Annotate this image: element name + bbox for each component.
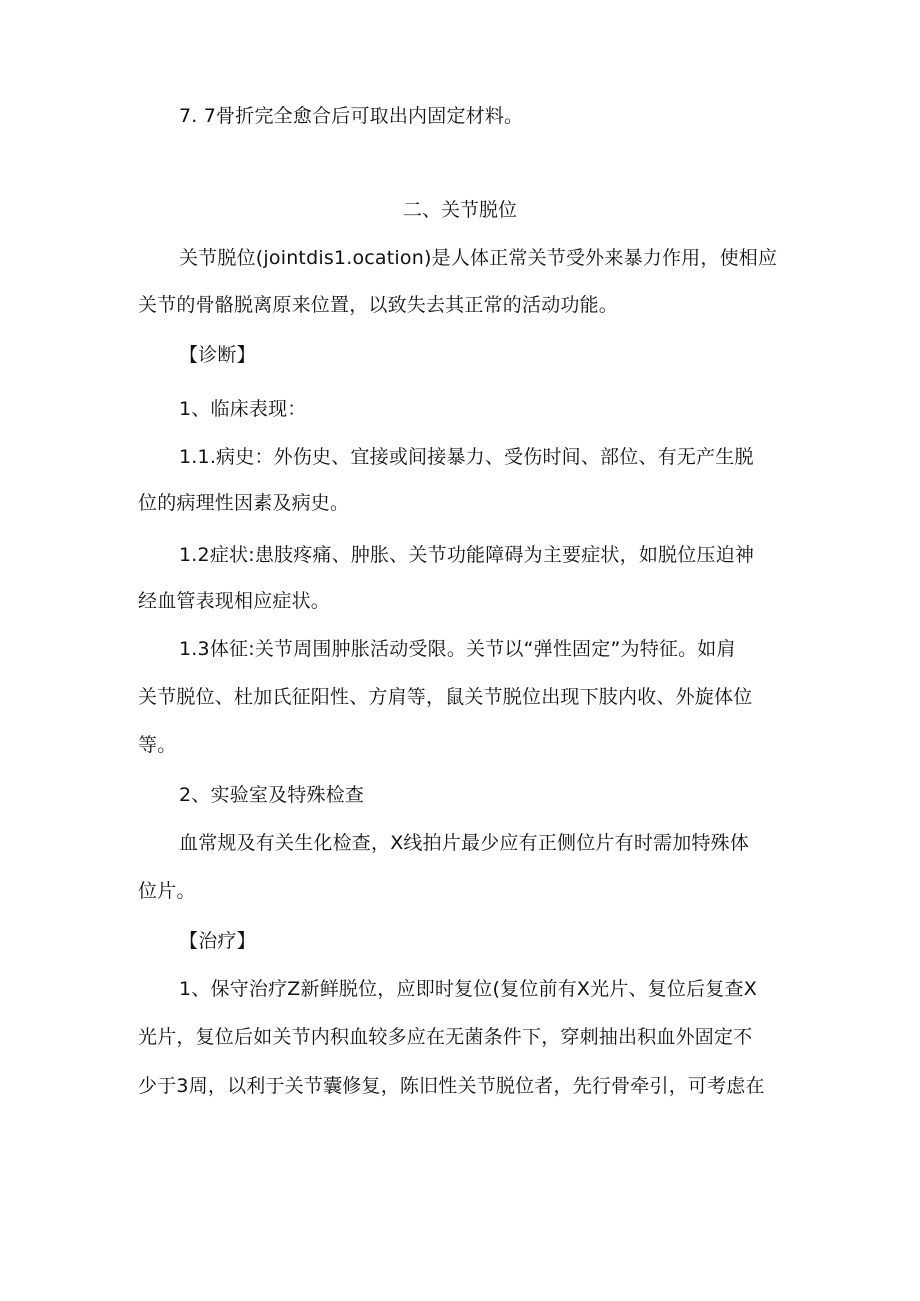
- signs-line-1: 1.3体征:关节周围肿胀活动受限。关节以“弹性固定”为特征。如肩: [179, 638, 736, 660]
- history-line-1: 1.1.病史：外伤史、宜接或间接暴力、受伤时间、部位、有无产生脱: [179, 446, 754, 468]
- clinical-heading: 1、临床表现：: [179, 398, 307, 420]
- lab-heading: 2、实验室及特殊检查: [179, 784, 365, 806]
- history-line-2: 位的病理性因素及病史。: [138, 492, 350, 514]
- lab-line-2: 位片。: [138, 880, 196, 902]
- treatment-line-1: 1、保守治疗Z新鲜脱位，应即时复位(复位前有X光片、复位后复查X: [179, 978, 757, 1000]
- symptoms-line-2: 经血管表现相应症状。: [138, 590, 331, 612]
- treatment-heading: 【治疗】: [179, 930, 256, 952]
- signs-line-2: 关节脱位、杜加氏征阳性、方肩等，鼠关节脱位出现下肢内收、外旋体位: [138, 686, 753, 708]
- definition-line-1: 关节脱位(jointdis1.ocation)是人体正常关节受外来暴力作用，使相应: [179, 247, 778, 269]
- lab-line-1: 血常规及有关生化检查，X线拍片最少应有正侧位片有时需加特殊体: [179, 832, 750, 854]
- treatment-line-3: 少于3周，以利于关节囊修复，陈旧性关节脱位者，先行骨牵引，可考虑在: [138, 1075, 765, 1097]
- diagnosis-heading: 【诊断】: [179, 344, 256, 366]
- treatment-line-2: 光片，复位后如关节内积血较多应在无菌条件下，穿刺抽出积血外固定不: [138, 1026, 753, 1048]
- section-title: 二、关节脱位: [402, 199, 517, 221]
- symptoms-line-1: 1.2症状:患肢疼痛、肿胀、关节功能障碍为主要症状，如脱位压迫神: [179, 544, 755, 566]
- item-7-text: 7. 7骨折完全愈合后可取出内固定材料。: [179, 105, 524, 127]
- definition-line-2: 关节的骨骼脱离原来位置，以致失去其正常的活动功能。: [138, 294, 619, 316]
- signs-line-3: 等。: [138, 734, 177, 756]
